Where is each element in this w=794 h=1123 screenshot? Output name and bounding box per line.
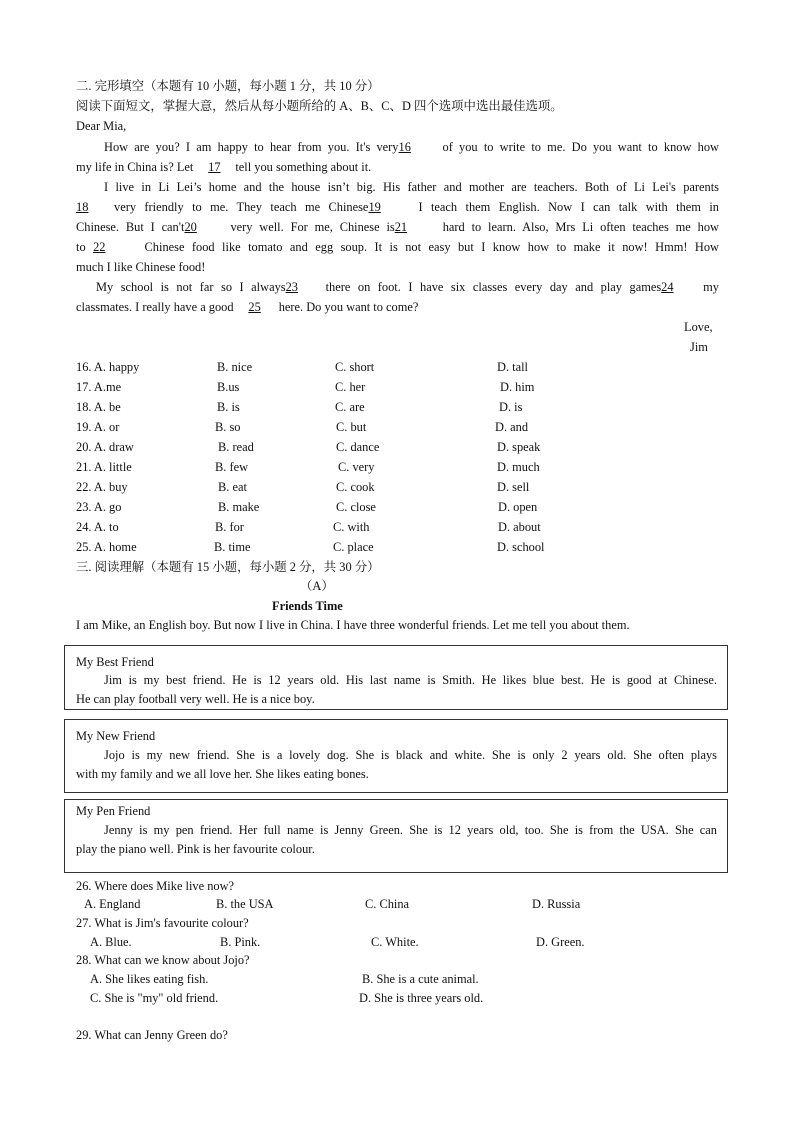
box-text-line: with my family and we all love her. She likes eating bones.: [76, 767, 369, 781]
blank-23: 23: [285, 280, 298, 294]
option-20-a[interactable]: 20. A. draw: [76, 440, 134, 454]
option-27-b[interactable]: B. Pink.: [220, 935, 261, 949]
option-27-a[interactable]: A. Blue.: [90, 935, 132, 949]
part-label: （A）: [300, 579, 334, 593]
option-21-d[interactable]: D. much: [497, 460, 540, 474]
option-20-b[interactable]: B. read: [218, 440, 254, 454]
option-27-c[interactable]: C. White.: [371, 935, 419, 949]
option-22-a[interactable]: 22. A. buy: [76, 480, 128, 494]
option-25-c[interactable]: C. place: [333, 540, 374, 554]
option-25-d[interactable]: D. school: [497, 540, 545, 554]
question-28: 28. What can we know about Jojo?: [76, 953, 250, 967]
option-25-b[interactable]: B. time: [214, 540, 251, 554]
box-text-line: Jenny is my pen friend. Her full name is Jenny Green. She is 12 years old, too. She is from the USA. She can: [104, 823, 717, 837]
passage-intro: I am Mike, an English boy. But now I live in China. I have three wonderful friends. Let me tell you about them.: [76, 618, 630, 632]
option-25-a[interactable]: 25. A. home: [76, 540, 137, 554]
question-29: 29. What can Jenny Green do?: [76, 1028, 228, 1042]
paragraph-2-line-3: Chinese. But I can't20 very well. For me, Chinese is21 hard to learn. Also, Mrs Li often teaches me how: [76, 220, 719, 234]
option-17-d[interactable]: D. him: [500, 380, 535, 394]
blank-21: 21: [394, 220, 408, 234]
section3-title: 三. 阅读理解（本题有 15 小题，每小题 2 分，共 30 分）: [76, 560, 380, 574]
option-23-d[interactable]: D. open: [498, 500, 538, 514]
option-19-a[interactable]: 19. A. or: [76, 420, 120, 434]
paragraph-2-line-4: to 22 Chinese food like tomato and egg soup. It is not easy but I know how to make it now! Hmm! How: [76, 240, 720, 254]
paragraph-2-line-1: I live in Li Lei’s home and the house isn’t big. His father and mother are teachers. Both of Li Lei's parents: [104, 180, 719, 194]
option-26-c[interactable]: C. China: [365, 897, 410, 911]
paragraph-1-line-2: my life in China is? Let 17 tell you something about it.: [76, 160, 372, 174]
blank-24: 24: [661, 280, 674, 294]
box-text-line: Jim is my best friend. He is 12 years old. His last name is Smith. He likes blue best. He is good at Chinese.: [104, 673, 717, 687]
option-21-b[interactable]: B. few: [215, 460, 249, 474]
letter-closing: Love,: [684, 320, 713, 334]
option-23-c[interactable]: C. close: [336, 500, 376, 514]
option-28-d[interactable]: D. She is three years old.: [359, 991, 484, 1005]
pen-friend-box: [64, 799, 728, 873]
option-19-d[interactable]: D. and: [495, 420, 529, 434]
letter-signature: Jim: [690, 340, 708, 354]
option-23-a[interactable]: 23. A. go: [76, 500, 122, 514]
box-text-line: He can play football very well. He is a nice boy.: [76, 692, 315, 706]
option-21-c[interactable]: C. very: [338, 460, 375, 474]
option-21-a[interactable]: 21. A. little: [76, 460, 132, 474]
option-22-c[interactable]: C. cook: [336, 480, 375, 494]
option-24-b[interactable]: B. for: [215, 520, 244, 534]
option-28-c[interactable]: C. She is "my" old friend.: [90, 991, 219, 1005]
option-16-c[interactable]: C. short: [335, 360, 375, 374]
option-22-b[interactable]: B. eat: [218, 480, 247, 494]
section2-title: 二. 完形填空（本题有 10 小题，每小题 1 分，共 10 分）: [76, 79, 380, 93]
option-16-b[interactable]: B. nice: [217, 360, 253, 374]
option-17-c[interactable]: C. her: [335, 380, 366, 394]
box-text-line: play the piano well. Pink is her favourite colour.: [76, 842, 315, 856]
blank-22: 22: [93, 240, 106, 254]
option-19-c[interactable]: C. but: [336, 420, 367, 434]
box-heading: My Pen Friend: [76, 804, 151, 818]
question-26: 26. Where does Mike live now?: [76, 879, 235, 893]
paragraph-1-line-1: How are you? I am happy to hear from you. It's very16 of you to write to me. Do you want to know how: [104, 140, 719, 154]
option-26-a[interactable]: A. England: [84, 897, 141, 911]
new-friend-box: [64, 719, 728, 793]
option-23-b[interactable]: B. make: [218, 500, 260, 514]
option-20-c[interactable]: C. dance: [336, 440, 380, 454]
option-17-b[interactable]: B.us: [217, 380, 240, 394]
option-18-d[interactable]: D. is: [499, 400, 523, 414]
option-22-d[interactable]: D. sell: [497, 480, 530, 494]
option-26-d[interactable]: D. Russia: [532, 897, 581, 911]
blank-16: 16: [398, 140, 411, 154]
option-17-a[interactable]: 17. A.me: [76, 380, 122, 394]
blank-20: 20: [184, 220, 197, 234]
paragraph-3-line-2: classmates. I really have a good 25 here. Do you want to come?: [76, 300, 419, 314]
option-19-b[interactable]: B. so: [215, 420, 241, 434]
option-20-d[interactable]: D. speak: [497, 440, 541, 454]
option-18-a[interactable]: 18. A. be: [76, 400, 121, 414]
option-28-b[interactable]: B. She is a cute animal.: [362, 972, 479, 986]
box-heading: My Best Friend: [76, 655, 154, 669]
paragraph-2-line-2: 18 very friendly to me. They teach me Chinese19 I teach them English. Now I can talk with them in: [76, 200, 719, 214]
blank-25: 25: [248, 300, 261, 314]
question-27: 27. What is Jim's favourite colour?: [76, 916, 249, 930]
box-heading: My New Friend: [76, 729, 156, 743]
paragraph-3-line-1: My school is not far so I always23 there on foot. I have six classes every day and play games24 my: [96, 280, 720, 294]
blank-17: 17: [208, 160, 221, 174]
box-text-line: Jojo is my new friend. She is a lovely dog. She is black and white. She is only 2 years old. She often plays: [104, 748, 717, 762]
blank-19: 19: [368, 200, 381, 214]
option-24-d[interactable]: D. about: [498, 520, 541, 534]
option-28-a[interactable]: A. She likes eating fish.: [90, 972, 209, 986]
best-friend-box: [64, 645, 728, 710]
option-18-b[interactable]: B. is: [217, 400, 240, 414]
option-16-d[interactable]: D. tall: [497, 360, 528, 374]
option-24-c[interactable]: C. with: [333, 520, 370, 534]
option-26-b[interactable]: B. the USA: [216, 897, 274, 911]
paragraph-2-line-5: much I like Chinese food!: [76, 260, 206, 274]
blank-18: 18: [76, 200, 89, 214]
passage-title: Friends Time: [272, 599, 343, 613]
option-18-c[interactable]: C. are: [335, 400, 365, 414]
option-24-a[interactable]: 24. A. to: [76, 520, 119, 534]
section2-instruction: 阅读下面短文，掌握大意，然后从每小题所给的 A、B、C、D 四个选项中选出最佳选项。: [76, 99, 563, 113]
option-27-d[interactable]: D. Green.: [536, 935, 585, 949]
salutation: Dear Mia,: [76, 119, 127, 133]
option-16-a[interactable]: 16. A. happy: [76, 360, 140, 374]
